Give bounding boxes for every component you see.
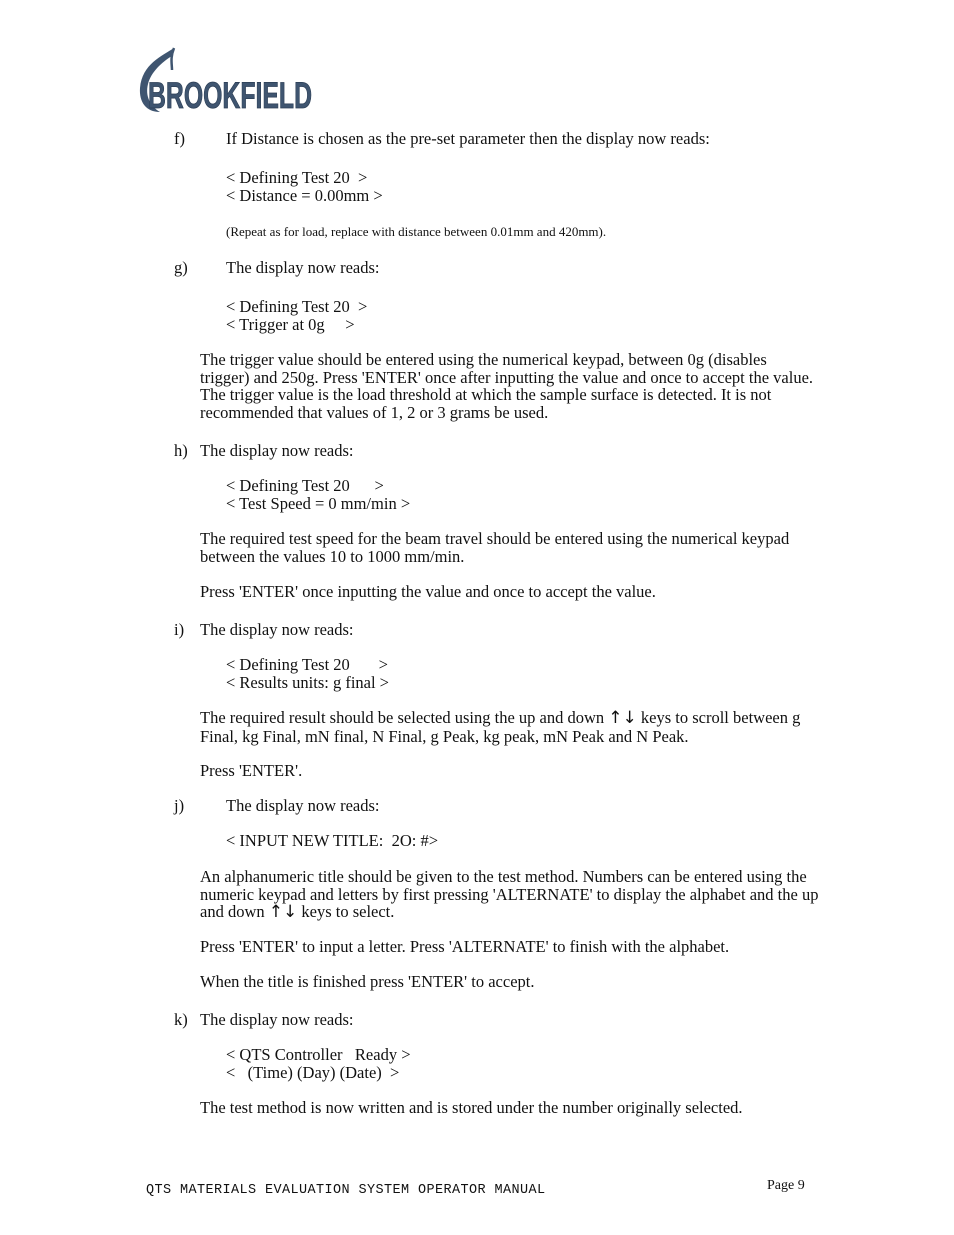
section-f-intro: If Distance is chosen as the pre-set parameter then the display now reads: xyxy=(226,129,710,148)
section-h-paragraph-1: The required test speed for the beam travel should be entered using the numerical keypad between the values 10 to 1000 mm/min. xyxy=(200,529,790,566)
section-g-label: g) xyxy=(174,258,188,277)
section-h-label: h) xyxy=(174,441,188,460)
section-g-paragraph: The trigger value should be entered using the numerical keypad, between 0g (disables trigger) and 250g. Press 'ENTER' once after inputting the value and once to accept the value. The trigger value is the load threshold at which the sample surface is detected. It is not recommended that values of 1, 2 or 3 grams be used. xyxy=(200,350,814,422)
section-j-display-line1: < INPUT NEW TITLE: 2O: #> xyxy=(226,831,439,850)
section-k-label: k) xyxy=(174,1010,188,1029)
section-h-display-line1: < Defining Test 20 > xyxy=(226,476,384,495)
section-h-display-line2: < Test Speed = 0 mm/min > xyxy=(226,494,411,513)
section-i-display-line2: < Results units: g final > xyxy=(226,673,389,692)
section-k-display-line2: < (Time) (Day) (Date) > xyxy=(226,1063,400,1082)
brookfield-logo xyxy=(136,44,316,116)
section-g-display-line2: < Trigger at 0g > xyxy=(226,315,355,334)
section-i-paragraph-1 xyxy=(200,709,820,745)
section-h-paragraph-2: Press 'ENTER' once inputting the value and once to accept the value. xyxy=(200,582,656,601)
section-g-intro: The display now reads: xyxy=(226,258,380,277)
section-i-intro: The display now reads: xyxy=(200,620,354,639)
section-g-display-line1: < Defining Test 20 > xyxy=(226,297,368,316)
section-h-intro: The display now reads: xyxy=(200,441,354,460)
section-f-display-line1: < Defining Test 20 > xyxy=(226,168,368,187)
section-k-paragraph: The test method is now written and is stored under the number originally selected. xyxy=(200,1098,743,1117)
section-j-paragraph-1-b: keys to select. xyxy=(297,902,395,922)
footer-manual-title: QTS MATERIALS EVALUATION SYSTEM OPERATOR MANUAL xyxy=(146,1183,546,1198)
section-i-paragraph-1-a: The required result should be selected using the up and down xyxy=(200,708,609,727)
section-f-display-line2: < Distance = 0.00mm > xyxy=(226,186,383,205)
section-i-paragraph-1-b: keys to scroll between g Final, kg Final, mN final, N Final, g Peak, kg peak, mN Peak and N Peak. xyxy=(200,708,801,746)
section-f-label: f) xyxy=(174,129,185,148)
section-k-intro: The display now reads: xyxy=(200,1010,354,1029)
section-j-intro: The display now reads: xyxy=(226,796,380,815)
section-i-display-line1: < Defining Test 20 > xyxy=(226,655,388,674)
logo-text: BROOKFIELD xyxy=(148,75,312,116)
footer-page-number: Page 9 xyxy=(767,1178,805,1193)
section-k-display-line1: < QTS Controller Ready > xyxy=(226,1045,411,1064)
section-j-paragraph-1-a: An alphanumeric title should be given to the test method. Numbers can be entered using the numeric keypad and letters by first pressing 'ALTERNATE' to display the alphabet and the up and down xyxy=(200,867,819,922)
brookfield-logo-mark xyxy=(136,44,316,116)
up-down-arrows-icon: ↑↓ xyxy=(608,708,637,728)
up-down-arrows-icon: ↑↓ xyxy=(268,902,298,923)
section-j-label: j) xyxy=(174,796,185,815)
section-f-note: (Repeat as for load, replace with distance between 0.01mm and 420mm). xyxy=(226,224,607,239)
section-j-paragraph-3: When the title is finished press 'ENTER' to accept. xyxy=(200,972,535,991)
section-j-paragraph-1 xyxy=(200,868,820,922)
section-i-label: i) xyxy=(174,620,185,639)
section-j-paragraph-2: Press 'ENTER' to input a letter. Press 'ALTERNATE' to finish with the alphabet. xyxy=(200,937,730,956)
section-i-paragraph-2: Press 'ENTER'. xyxy=(200,761,303,780)
